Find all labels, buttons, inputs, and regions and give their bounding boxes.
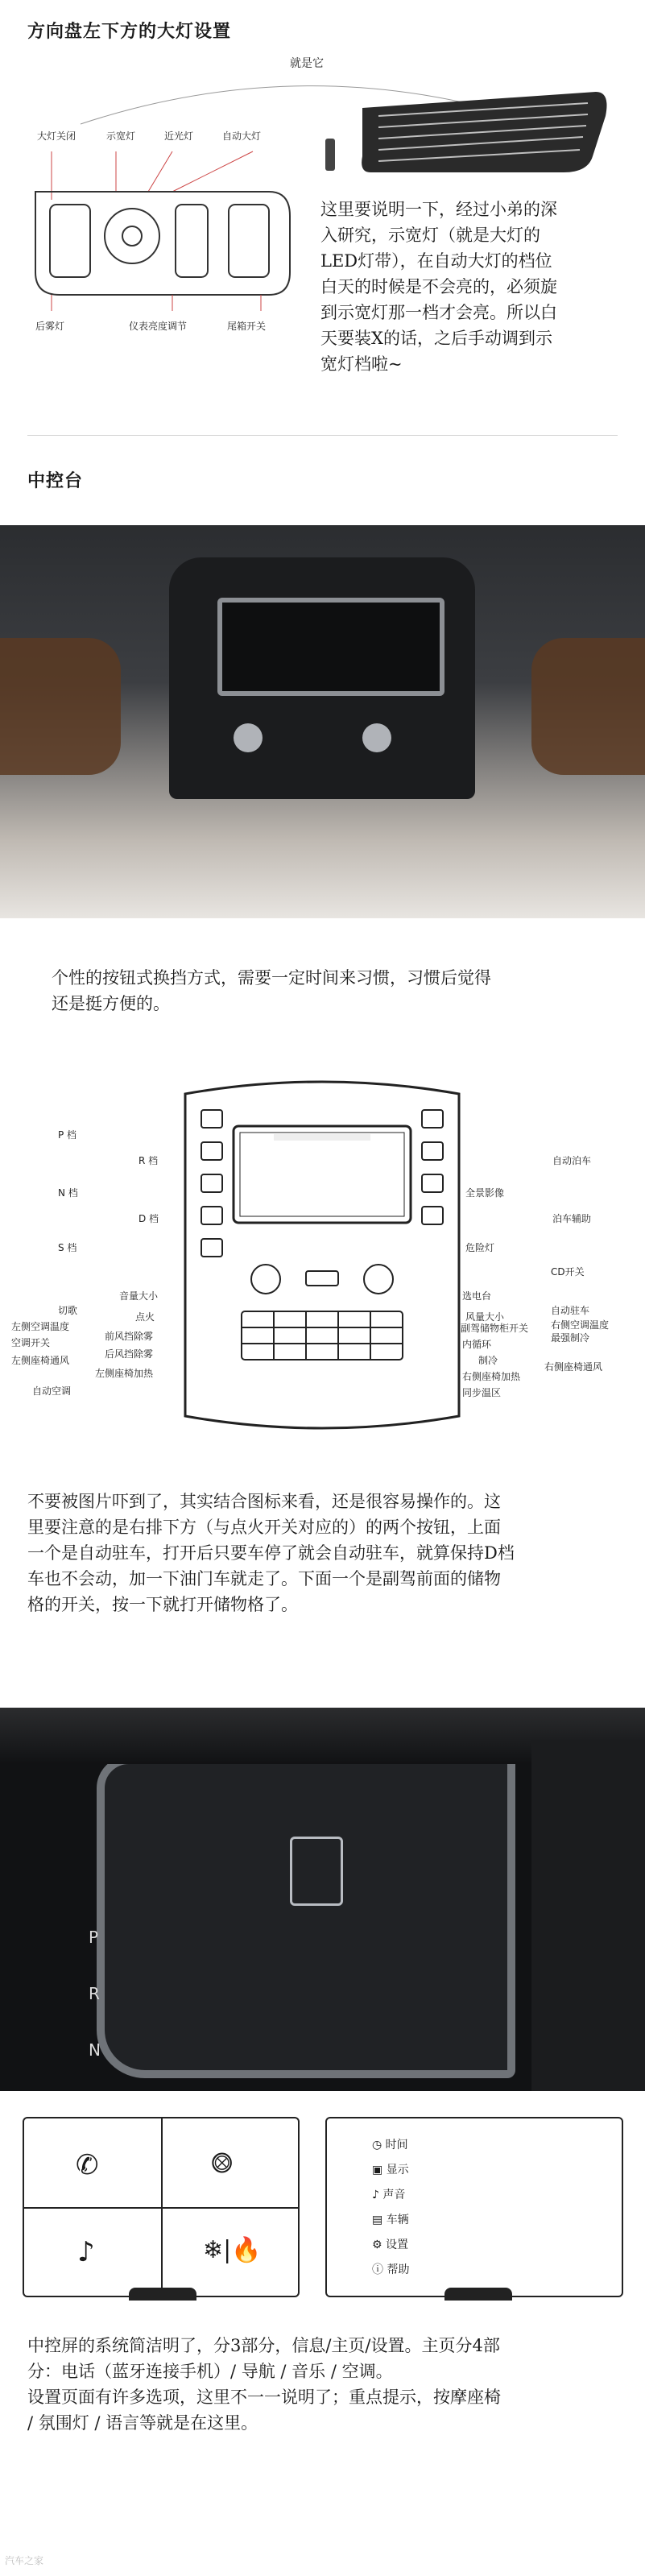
para-line: 设置页面有许多选项，这里不一一说明了；重点提示，按摩座椅	[27, 2388, 501, 2407]
label-r-gear: R 档	[139, 1155, 159, 1166]
headlight-panel-diagram	[27, 143, 301, 321]
label-left-temp: 左侧空调温度	[11, 1321, 70, 1332]
menu-vehicle-label: 车辆	[386, 2214, 409, 2226]
para-line: 格的开关，按一下就打开储物格了。	[27, 1595, 298, 1614]
menu-sound-label: 声音	[382, 2189, 406, 2201]
label-rear-defrost: 后风挡除雾	[105, 1348, 154, 1360]
music-icon[interactable]: ♪	[77, 2236, 95, 2268]
menu-time[interactable]: ◷ 时间	[372, 2139, 408, 2151]
intro-line: 个性的按钮式换挡方式，需要一定时间来习惯，习惯后觉得	[52, 968, 491, 988]
label-hazard: 危险灯	[465, 1242, 495, 1253]
home-bar	[129, 2288, 196, 2301]
screen-photo	[0, 1708, 645, 2091]
console-intro	[52, 965, 615, 1017]
para-line: 车也不会动，加一下油门车就走了。下面一个是副驾前面的储物	[27, 1569, 501, 1588]
console-diagram	[161, 1078, 483, 1448]
label-front-defrost: 前风挡除雾	[105, 1331, 154, 1342]
label-auto-ac: 自动空调	[32, 1385, 72, 1397]
note-line: 白天的时候是不会亮的，必须旋	[320, 277, 557, 296]
label-cooling: 制冷	[478, 1355, 498, 1366]
para-line: / 氛围灯 / 语言等就是在这里。	[27, 2413, 258, 2433]
label-d-gear: D 档	[139, 1213, 159, 1224]
label-max-cool: 最强制冷	[551, 1332, 590, 1344]
label-rear-fog: 后雾灯	[35, 321, 65, 332]
label-p-gear: P 档	[58, 1129, 77, 1141]
note-line: 宽灯档啦~	[320, 354, 403, 374]
settings-bar	[444, 2288, 512, 2301]
label-skip-track: 切歌	[58, 1305, 78, 1316]
settings-screen-diagram	[325, 2117, 623, 2297]
light-bar-image	[354, 84, 612, 180]
label-ignition: 点火	[135, 1311, 155, 1323]
note-line: 天要装X的话，之后手动调到示	[320, 329, 552, 348]
label-auto-park: 自动泊车	[552, 1155, 592, 1166]
label-auto-headlight: 自动大灯	[222, 130, 262, 142]
label-right-seat-heat: 右侧座椅加热	[462, 1371, 521, 1382]
menu-time-label: 时间	[385, 2139, 408, 2151]
label-sync-zone: 同步温区	[462, 1387, 502, 1398]
home-screen-diagram	[23, 2117, 300, 2297]
console-photo	[0, 525, 645, 918]
label-auto-hold: 自动驻车	[551, 1305, 590, 1316]
menu-settings-label: 设置	[386, 2238, 409, 2251]
intro-line: 还是挺方便的。	[52, 994, 170, 1013]
label-left-seat-vent: 左侧座椅通风	[11, 1355, 70, 1366]
menu-display[interactable]: ▣ 显示	[372, 2164, 409, 2176]
note-line: LED灯带），在自动大灯的档位	[320, 251, 552, 271]
section-divider	[27, 435, 618, 436]
label-low-beam: 近光灯	[164, 130, 194, 142]
label-cd: CD开关	[551, 1266, 585, 1278]
section-title-console: 中控台	[27, 470, 84, 491]
para-line: 分：电话（蓝牙连接手机）/ 导航 / 音乐 / 空调。	[27, 2362, 393, 2381]
label-trunk-switch: 尾箱开关	[227, 321, 267, 332]
climate-icon[interactable]: ❄|🔥	[203, 2236, 262, 2264]
shift-r: R	[89, 1984, 100, 2003]
small-lamp-icon	[322, 137, 338, 172]
label-right-temp: 右侧空调温度	[551, 1319, 610, 1331]
navigation-icon[interactable]: ⨷	[211, 2147, 233, 2180]
note-line: 这里要说明一下，经过小弟的深	[320, 200, 557, 219]
label-left-seat-heat: 左侧座椅加热	[95, 1368, 154, 1379]
console-explanation	[27, 1489, 623, 1617]
note-line: 入研究，示宽灯（就是大灯的	[320, 226, 540, 245]
para-line: 中控屏的系统简洁明了，分3部分，信息/主页/设置。主页分4部	[27, 2336, 500, 2355]
headlight-note	[320, 197, 626, 377]
label-ac-switch: 空调开关	[11, 1337, 51, 1348]
section-title-headlights: 方向盘左下方的大灯设置	[27, 21, 232, 42]
label-right-seat-vent: 右侧座椅通风	[544, 1361, 603, 1373]
shift-p: P	[89, 1928, 99, 1947]
label-volume: 音量大小	[119, 1290, 159, 1302]
watermark: 汽车之家	[5, 2555, 44, 2566]
menu-display-label: 显示	[386, 2164, 409, 2176]
label-headlight-off: 大灯关闭	[37, 130, 76, 142]
phone-icon[interactable]: ✆	[76, 2149, 99, 2181]
label-fan-speed: 风量大小	[465, 1311, 505, 1323]
label-position-light: 示宽灯	[106, 130, 136, 142]
menu-sound[interactable]: ♪ 声音	[372, 2189, 406, 2201]
label-surround-view: 全景影像	[465, 1187, 505, 1199]
label-n-gear: N 档	[58, 1187, 78, 1199]
menu-help[interactable]: ⓘ 帮助	[372, 2263, 410, 2276]
note-line: 到示宽灯那一档才会亮。所以白	[320, 303, 557, 322]
menu-settings[interactable]: ⚙ 设置	[372, 2238, 409, 2251]
callout-label: 就是它	[290, 57, 324, 70]
label-glovebox: 副驾储物柜开关	[461, 1323, 529, 1334]
menu-vehicle[interactable]: ▤ 车辆	[372, 2214, 409, 2226]
para-line: 里要注意的是右排下方（与点火开关对应的）的两个按钮，上面	[27, 1518, 501, 1537]
label-park-assist: 泊车辅助	[552, 1213, 592, 1224]
shift-d	[89, 2078, 101, 2091]
label-radio: 选电台	[462, 1290, 492, 1302]
shift-letters	[89, 1909, 101, 2091]
label-recirculation: 内循环	[462, 1339, 492, 1350]
menu-help-label: 帮助	[387, 2263, 410, 2276]
screen-explanation	[27, 2333, 623, 2436]
para-line: 一个是自动驻车，打开后只要车停了就会自动驻车，就算保持D档	[27, 1543, 515, 1563]
para-line: 不要被图片吓到了，其实结合图标来看，还是很容易操作的。这	[27, 1492, 501, 1511]
label-s-gear: S 档	[58, 1242, 77, 1253]
label-dash-brightness: 仪表亮度调节	[129, 321, 188, 332]
shift-n: N	[89, 2040, 101, 2060]
